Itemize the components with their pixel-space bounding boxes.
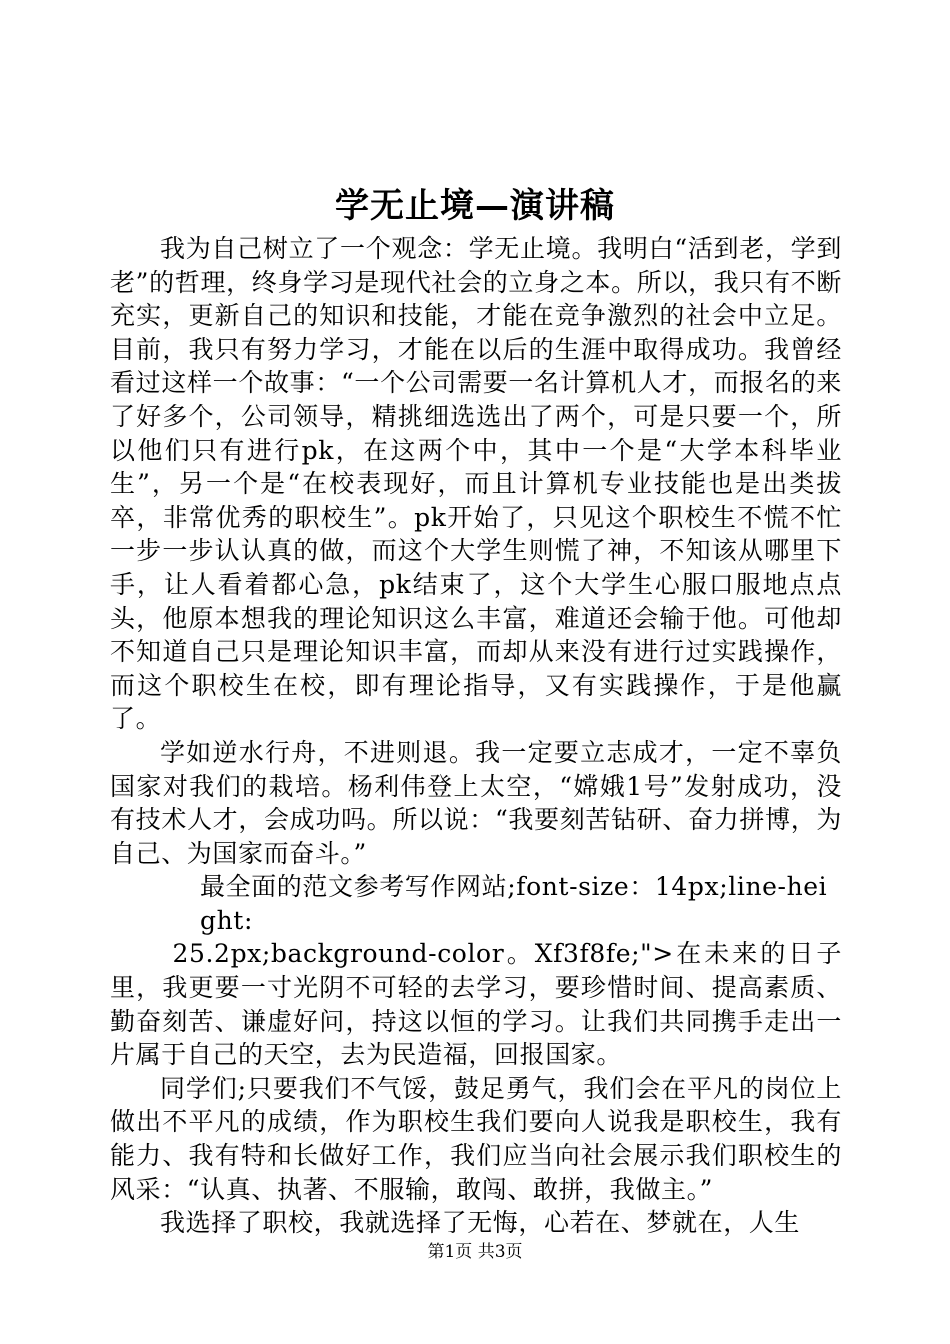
paragraph-1: 我为自己树立了一个观念：学无止境。我明白“活到老，学到老”的哲理，终身学习是现代社会的立身之本。所以，我只有不断充实，更新自己的知识和技能，才能在竞争激烈的社会中立足。目前，我只有努力学习，才能在以后的生涯中取得成功。我曾经看过这样一个故事：“一个公司需要一名计算机人才，而报名的来了好多个，公司领导，精挑细选选出了两个，可是只要一个，所以他们只有进行pk，在这两个中，其中一个是“大学本科毕业生”，另一个是“在校表现好，而且计算机专业技能也是出类拔卒，非常优秀的职校生”。pk开始了，只见这个职校生不慌不忙一步一步认认真的做，而这个大学生则慌了神，不知该从哪里下手，让人看着都心急，pk结束了，这个大学生心服口服地点点头，他原本想我的理论知识这么丰富，难道还会输于他。可他却不知道自己只是理论知识丰富，而却从来没有进行过实践操作，而这个职校生在校，即有理论指导，又有实践操作，于是他赢了。 — [110, 234, 842, 734]
paragraph-5: 同学们;只要我们不气馁，鼓足勇气，我们会在平凡的岗位上做出不平凡的成绩，作为职校生我们要向人说我是职校生，我有能力、我有特和长做好工作，我们应当向社会展示我们职校生的风采：“认真、执著、不服输，敢闯、敢拼，我做主。” — [110, 1073, 842, 1204]
page-footer: 第1页 共3页 — [427, 1242, 523, 1262]
paragraph-2: 学如逆水行舟，不进则退。我一定要立志成才，一定不辜负国家对我们的栽培。杨利伟登上太空，“嫦娥1号”发射成功，没有技术人才，会成功吗。所以说：“我要刻苦钻研、奋力拼博，为自己、为国家而奋斗。” — [110, 737, 842, 868]
document-body — [110, 232, 842, 1240]
document-title: 学无止境—演讲稿 — [335, 186, 615, 226]
paragraph-4: 25.2px;background-color。Xf3f8fe;">在未来的日子里，我更要一寸光阴不可轻的去学习，要珍惜时间、提高素质、勤奋刻苦、谦虚好问，持这以恒的学习。让我们共同携手走出一片属于自己的天空，去为民造福，回报国家。 — [110, 939, 842, 1070]
paragraph-6: 我选择了职校，我就选择了无悔，心若在、梦就在，人生 — [160, 1208, 801, 1238]
paragraph-3: 最全面的范文参考写作网站;font-size：14px;line-height: — [200, 872, 828, 935]
